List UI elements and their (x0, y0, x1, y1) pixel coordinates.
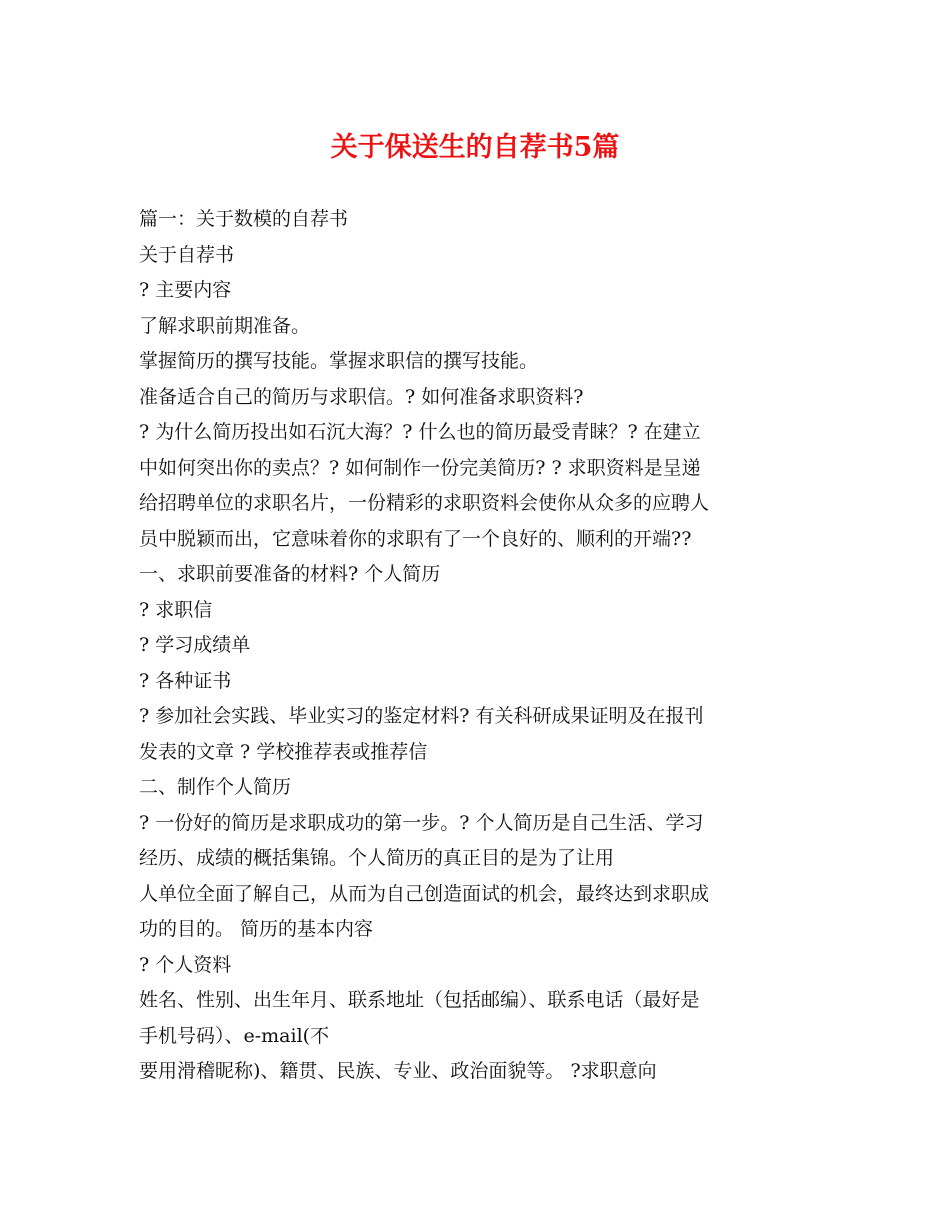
text-line: ? 为什么简历投出如石沉大海？? 什么也的简历最受青睐？? 在建立 (139, 421, 701, 443)
text-line: 经历、成绩的概括集锦。个人简历的真正目的是为了让用 (139, 847, 615, 869)
text-line: ? 主要内容 (139, 279, 232, 301)
text-line: ? 个人资料 (139, 953, 232, 976)
text-line: 要用滑稽昵称)、籍贯、民族、专业、政治面貌等。 ?求职意向 (139, 1060, 657, 1082)
text-line: 了解求职前期准备。 (139, 314, 311, 337)
text-line: 掌握简历的撰写技能。掌握求职信的撰写技能。 (139, 350, 539, 372)
text-line: 篇一：关于数模的自荐书 (139, 208, 349, 230)
text-line: 中如何突出你的卖点？? 如何制作一份完美简历? ? 求职资料是呈递 (139, 456, 701, 479)
text-line: 员中脱颖而出，它意味着你的求职有了一个良好的、顺利的开端?? (139, 527, 692, 550)
text-line: 功的目的。 简历的基本内容 (139, 918, 374, 940)
text-line: 一、求职前要准备的材料? 个人简历 (139, 563, 441, 585)
text-line: ? 参加社会实践、毕业实习的鉴定材料? 有关科研成果证明及在报刊 (139, 705, 704, 727)
text-line: 发表的文章 ? 学校推荐表或推荐信 (139, 740, 428, 763)
text-line: 准备适合自己的简历与求职信。? 如何准备求职资料? (139, 385, 584, 408)
text-line: 二、制作个人简历 (139, 776, 292, 798)
text-line: ? 学习成绩单 (139, 634, 251, 656)
text-line: 给招聘单位的求职名片，一份精彩的求职资料会使你从众多的应聘人 (139, 492, 710, 514)
text-line: ? 一份好的简历是求职成功的第一步。? 个人简历是自己生活、学习 (139, 811, 704, 834)
text-line: 姓名、性别、出生年月、联系地址（包括邮编）、联系电话（最好是 (139, 989, 700, 1011)
text-line: ? 各种证书 (139, 669, 232, 692)
text-line: 关于自荐书 (139, 243, 235, 266)
text-line: 人单位全面了解自己，从而为自己创造面试的机会，最终达到求职成 (139, 882, 710, 905)
document-title: 关于保送生的自荐书5篇 (330, 132, 620, 163)
document-body (139, 202, 829, 1090)
text-line: 手机号码）、e-mail(不 (139, 1024, 330, 1047)
text-line: ? 求职信 (139, 598, 213, 621)
